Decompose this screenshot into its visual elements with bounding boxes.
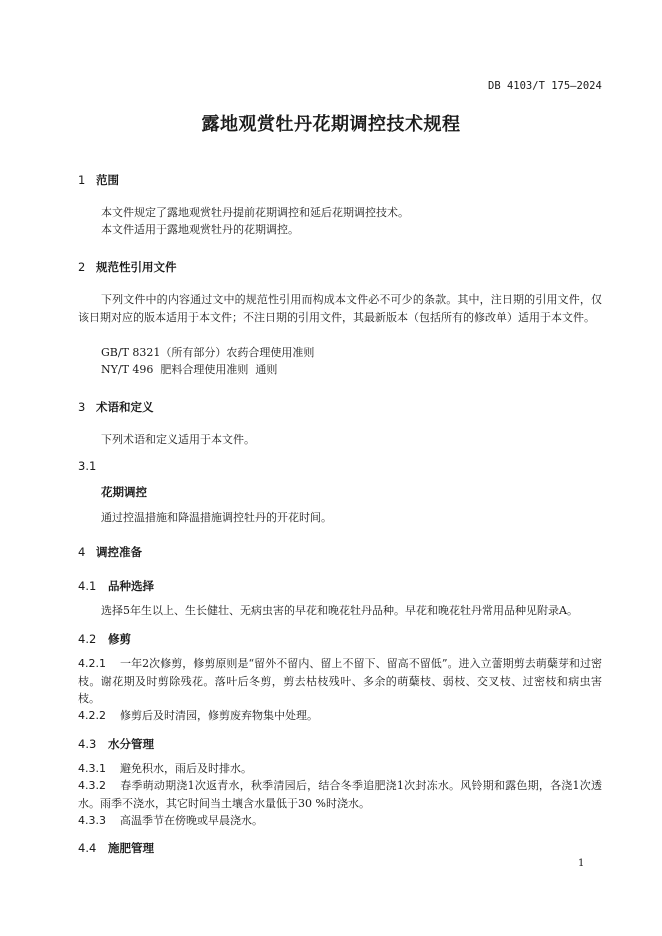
normative-reference-1: GB/T 8321（所有部分）农药合理使用准则 (101, 346, 315, 359)
clause-4-2-1 (78, 655, 602, 708)
clause-number: 4.3.3 (78, 814, 106, 827)
subsection-title: 施肥管理 (108, 841, 154, 855)
section-4-heading (78, 544, 142, 560)
clause-text: 一年2次修剪，修剪原则是“留外不留内、留上不留下、留高不留低”。进入立蕾期剪去萌蘖芽和过密枝。谢花期及时剪除残花。落叶后冬剪，剪去枯枝残叶、多余的萌蘖枝、弱枝、交叉枝、过密枝和病虫害枝。 (78, 657, 602, 705)
section-2-heading (78, 259, 177, 275)
section-number: 2 (78, 260, 86, 274)
subsection-4-1-paragraph: 选择5年生以上、生长健壮、无病虫害的早花和晚花牡丹品种。早花和晚花牡丹常用品种见附录A。 (101, 604, 578, 617)
subsection-title: 品种选择 (108, 579, 154, 593)
section-number: 3 (78, 400, 86, 414)
term-name: 花期调控 (101, 485, 147, 499)
section-title: 术语和定义 (96, 400, 154, 414)
clause-number: 4.2.2 (78, 709, 106, 722)
section-1-paragraph-2: 本文件适用于露地观赏牡丹的花期调控。 (101, 223, 299, 236)
section-title: 调控准备 (96, 545, 142, 559)
subsection-4-1-heading (78, 578, 154, 594)
clause-text: 修剪后及时清园，修剪废弃物集中处理。 (120, 709, 318, 722)
section-title: 范围 (96, 173, 119, 187)
clause-number: 4.2.1 (78, 657, 106, 670)
clause-4-3-2 (78, 777, 602, 812)
document-title: 露地观赏牡丹花期调控技术规程 (201, 114, 461, 135)
subsection-4-2-heading (78, 631, 131, 647)
subsection-4-4-heading (78, 840, 154, 856)
clause-4-2-2 (78, 707, 602, 725)
clause-text: 春季萌动期浇1次返青水，秋季清园后，结合冬季追肥浇1次封冻水。风铃期和露色期，各浇1次透水。雨季不浇水，其它时间当土壤含水量低于30 %时浇水。 (78, 779, 602, 810)
clause-4-3-3 (78, 812, 602, 830)
section-3-heading (78, 399, 154, 415)
clause-number: 4.3.2 (78, 779, 106, 792)
term-definition: 通过控温措施和降温措施调控牡丹的开花时间。 (101, 511, 332, 524)
clause-text: 避免积水，雨后及时排水。 (120, 762, 252, 775)
term-number: 3.1 (78, 459, 97, 473)
section-3-paragraph-1: 下列术语和定义适用于本文件。 (101, 433, 255, 446)
standard-code: DB 4103/T 175—2024 (488, 80, 602, 92)
subsection-number: 4.3 (78, 737, 97, 751)
clause-number: 4.3.1 (78, 762, 106, 775)
subsection-title: 修剪 (108, 632, 131, 646)
section-number: 1 (78, 173, 86, 187)
section-1-paragraph-1: 本文件规定了露地观赏牡丹提前花期调控和延后花期调控技术。 (101, 206, 409, 219)
section-number: 4 (78, 545, 86, 559)
subsection-number: 4.1 (78, 579, 97, 593)
clause-4-3-1 (78, 760, 602, 778)
subsection-number: 4.4 (78, 841, 97, 855)
page-number: 1 (578, 858, 585, 869)
subsection-title: 水分管理 (108, 737, 154, 751)
section-title: 规范性引用文件 (96, 260, 177, 274)
section-1-heading (78, 172, 119, 188)
normative-reference-2: NY/T 496 肥料合理使用准则 通则 (101, 363, 278, 376)
subsection-4-3-heading (78, 736, 154, 752)
clause-text: 高温季节在傍晚或早晨浇水。 (120, 814, 263, 827)
section-2-paragraph-1: 下列文件中的内容通过文中的规范性引用而构成本文件必不可少的条款。其中，注日期的引用文件，仅该日期对应的版本适用于本文件；不注日期的引用文件，其最新版本（包括所有的修改单）适用于本文件。 (78, 293, 602, 324)
subsection-number: 4.2 (78, 632, 97, 646)
